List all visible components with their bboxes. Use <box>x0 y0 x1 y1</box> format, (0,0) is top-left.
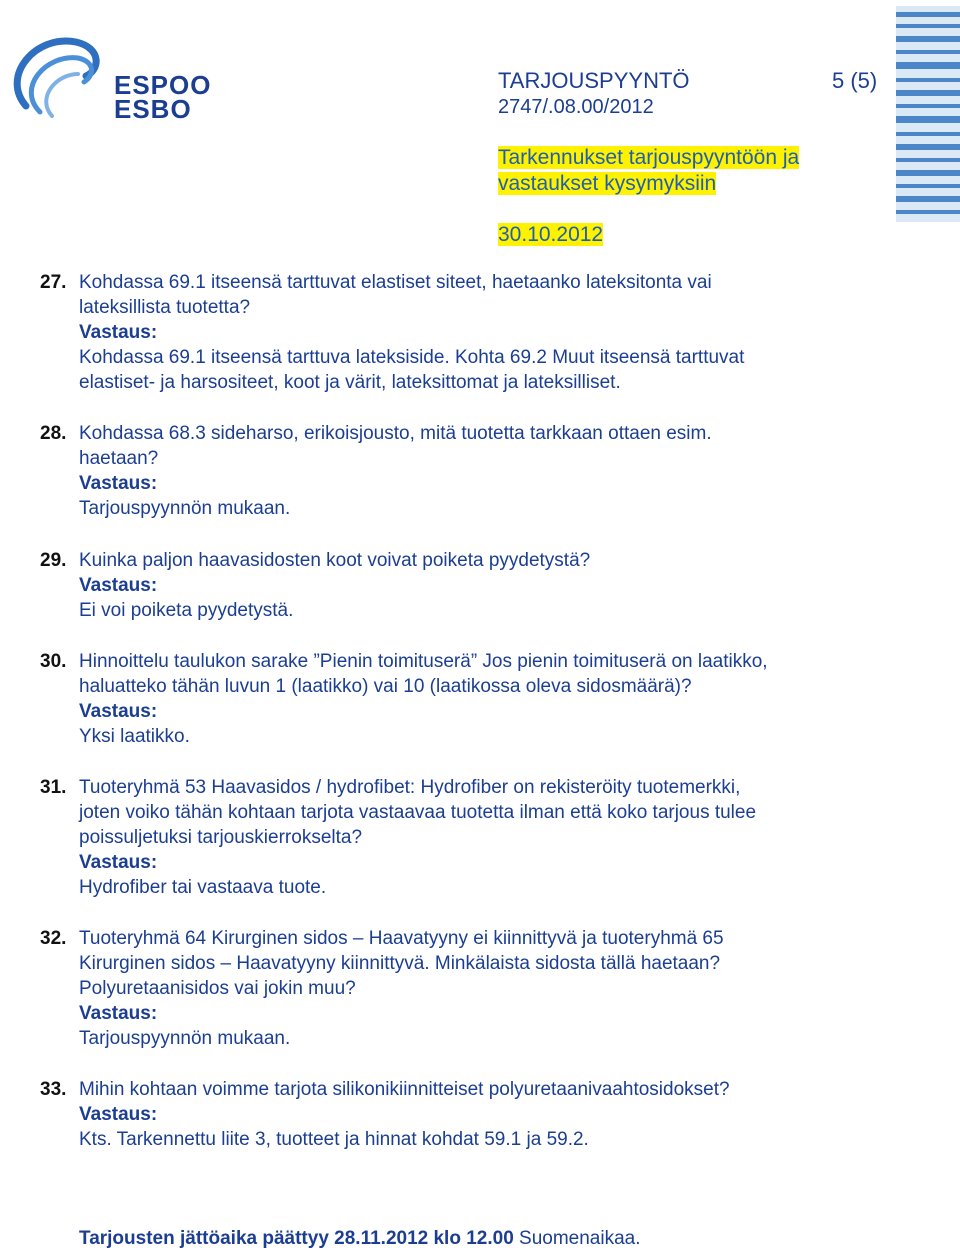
answer-label: Vastaus: <box>79 575 158 596</box>
answer-label: Vastaus: <box>79 852 158 873</box>
document-date: 30.10.2012 <box>498 223 604 246</box>
question-text-line: Polyuretaanisidos vai jokin muu? <box>79 978 356 999</box>
decorative-stripes-graphic <box>896 6 960 222</box>
question-29 <box>40 548 920 623</box>
question-32 <box>40 926 920 1051</box>
answer-text-line: Ei voi poiketa pyydetystä. <box>79 600 294 621</box>
answer-label: Vastaus: <box>79 473 158 494</box>
question-number: 31. <box>40 777 67 798</box>
question-number: 27. <box>40 272 67 293</box>
logo-text-esbo: ESBO <box>114 94 192 124</box>
question-text-line: joten voiko tähän kohtaan tarjota vastaavaa tuotetta ilman että koko tarjous tulee <box>79 802 757 823</box>
question-text-line: poissuljetuksi tarjouskierrokselta? <box>79 827 363 848</box>
espoo-logo-icon <box>6 36 116 122</box>
answer-text-line: Tarjouspyynnön mukaan. <box>79 1028 291 1049</box>
answer-text-line: Tarjouspyynnön mukaan. <box>79 498 291 519</box>
question-text-line: haluatteko tähän luvun 1 (laatikko) vai 10 (laatikossa oleva sidosmäärä)? <box>79 676 692 697</box>
question-text-line: Mihin kohtaan voimme tarjota silikonikiinnitteiset polyuretaanivaahtosidokset? <box>79 1079 730 1100</box>
question-31 <box>40 775 920 900</box>
question-text-line: Kohdassa 69.1 itseensä tarttuvat elastiset siteet, haetaanko lateksitonta vai <box>79 272 712 293</box>
question-28 <box>40 421 920 521</box>
question-27 <box>40 270 920 395</box>
question-number: 29. <box>40 550 67 571</box>
espoo-logo <box>6 36 212 124</box>
question-text-line: lateksillista tuotetta? <box>79 297 251 318</box>
subtitle-line-1: Tarkennukset tarjouspyyntöön ja <box>498 146 800 169</box>
question-text-line: Kohdassa 68.3 sideharso, erikoisjousto, mitä tuotetta tarkkaan ottaen esim. <box>79 423 712 444</box>
answer-text-line: elastiset- ja harsositeet, koot ja värit, lateksittomat ja lateksilliset. <box>79 372 621 393</box>
question-number: 30. <box>40 651 67 672</box>
answer-label: Vastaus: <box>79 1104 158 1125</box>
answer-text-line: Hydrofiber tai vastaava tuote. <box>79 877 327 898</box>
answer-label: Vastaus: <box>79 322 158 343</box>
question-number: 32. <box>40 928 67 949</box>
doc-title: TARJOUSPYYNTÖ <box>498 68 690 93</box>
deadline-note <box>79 1226 641 1251</box>
answer-text-line: Kts. Tarkennettu liite 3, tuotteet ja hinnat kohdat 59.1 ja 59.2. <box>79 1129 589 1150</box>
question-text-line: Tuoteryhmä 53 Haavasidos / hydrofibet: Hydrofiber on rekisteröity tuotemerkki, <box>79 777 741 798</box>
reference-number: 2747/.08.00/2012 <box>498 96 654 118</box>
page-number: 5 (5) <box>832 68 878 93</box>
answer-text-line: Yksi laatikko. <box>79 726 190 747</box>
question-text-line: Kuinka paljon haavasidosten koot voivat poiketa pyydetystä? <box>79 550 591 571</box>
answer-label: Vastaus: <box>79 1003 158 1024</box>
question-text-line: Tuoteryhmä 64 Kirurginen sidos – Haavatyyny ei kiinnittyvä ja tuoteryhmä 65 <box>79 928 724 949</box>
question-text-line: haetaan? <box>79 448 159 469</box>
question-text-line: Kirurginen sidos – Haavatyyny kiinnittyvä. Minkälaista sidosta tällä haetaan? <box>79 953 721 974</box>
question-number: 28. <box>40 423 67 444</box>
deadline-bold-text: Tarjousten jättöaika päättyy 28.11.2012 klo 12.00 <box>79 1228 514 1249</box>
logo-text-espoo: ESPOO <box>114 70 212 100</box>
answer-text-line: Kohdassa 69.1 itseensä tarttuva lateksiside. Kohta 69.2 Muut itseensä tarttuvat <box>79 347 745 368</box>
answer-label: Vastaus: <box>79 701 158 722</box>
question-number: 33. <box>40 1079 67 1100</box>
subtitle-line-2: vastaukset kysymyksiin <box>498 172 717 195</box>
question-33 <box>40 1077 920 1152</box>
question-30 <box>40 649 920 749</box>
deadline-timezone-text: Suomenaikaa. <box>513 1228 641 1249</box>
question-text-line: Hinnoittelu taulukon sarake ”Pienin toimituserä” Jos pienin toimituserä on laatikko, <box>79 651 768 672</box>
